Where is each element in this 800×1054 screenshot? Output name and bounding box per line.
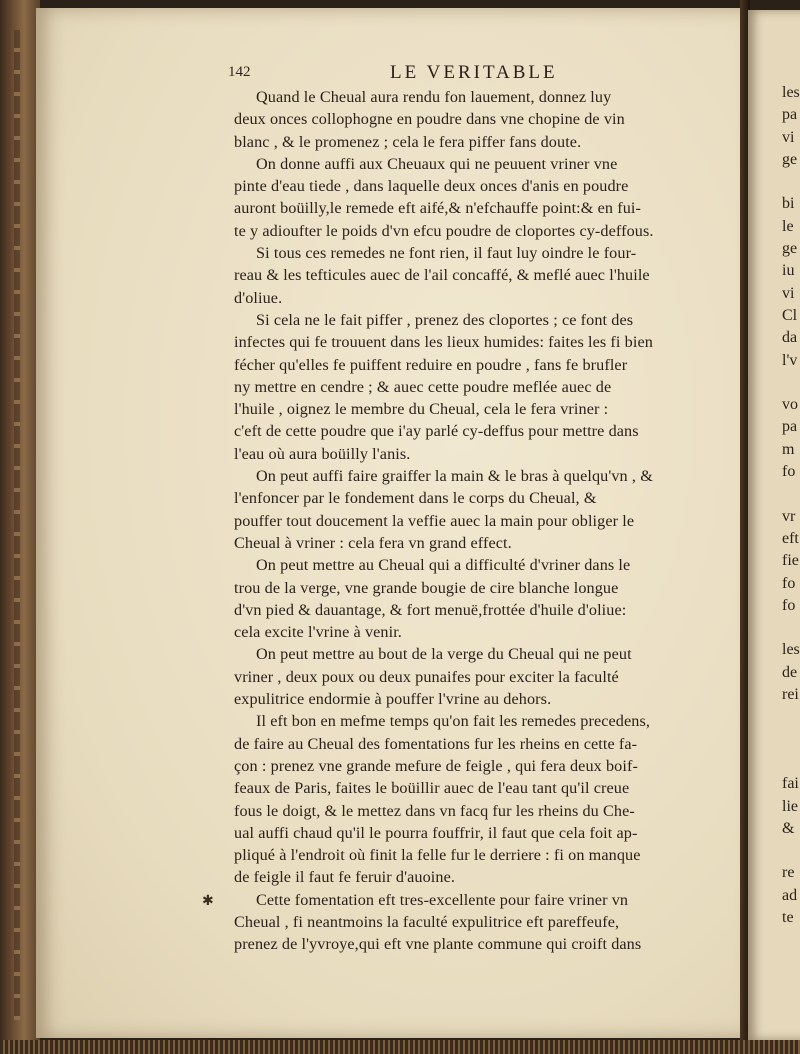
text-line: pliqué à l'endroit où finit la felle fur le derriere : fi on manque — [234, 846, 641, 865]
text-line: vriner , deux poux ou deux punaifes pour exciter la faculté — [234, 667, 619, 686]
text-line: On peut mettre au bout de la verge du Cheual qui ne peut — [256, 645, 632, 664]
facing-fragment: fai — [782, 775, 799, 793]
paragraph — [234, 309, 720, 465]
facing-fragment: les — [782, 641, 800, 659]
text-line: trou de la verge, vne grande bougie de cire blanche longue — [234, 578, 619, 597]
paragraph — [234, 465, 720, 554]
facing-fragment: les — [782, 84, 800, 101]
facing-fragment — [782, 729, 800, 751]
facing-fragment — [782, 751, 800, 773]
facing-fragment: vr — [782, 507, 796, 525]
facing-fragment: Cl — [782, 306, 798, 324]
paragraph — [234, 86, 720, 153]
facing-fragment: bi — [782, 195, 795, 213]
page-header — [228, 62, 728, 86]
text-line: feaux de Paris, faites le boüillir auec de l'eau tant qu'il creue — [234, 779, 630, 798]
text-line: Il eft bon en mefme temps qu'on fait les remedes precedens, — [256, 712, 651, 731]
paragraph — [234, 153, 720, 242]
text-line: çon : prenez vne grande mefure de feigle , qui fera deux boif- — [234, 756, 638, 775]
text-line: prenez de l'yvroye,qui eft vne plante commune qui croift dans — [234, 935, 642, 954]
page-edges — [0, 1040, 800, 1054]
text-line: fécher qu'elles fe puiffent reduire en poudre , fans fe brufler — [234, 355, 628, 374]
text-line: pouffer tout doucement la veffie auec la main pour obliger le — [234, 511, 635, 530]
text-line: ny mettre en cendre ; & auec cette poudre meflée auec de — [234, 377, 612, 396]
facing-fragment: ge — [782, 150, 798, 168]
facing-fragment: iu — [782, 262, 795, 280]
facing-fragment: vo — [782, 396, 798, 414]
text-line: Cheual à vriner : cela fera vn grand effect. — [234, 533, 512, 552]
text-line: cela excite l'vrine à venir. — [234, 623, 402, 642]
facing-fragment: te — [782, 908, 794, 926]
text-line: Cheual , fi neantmoins la faculté expulitrice eft pareffeufe, — [234, 912, 620, 931]
facing-fragment: fie — [782, 552, 799, 570]
text-line: de feigle il faut fe feruir d'auoine. — [234, 868, 455, 887]
text-line: Si cela ne le fait piffer , prenez des cloportes ; ce font des — [256, 310, 634, 329]
facing-fragment: lie — [782, 797, 798, 815]
facing-fragment: l'v — [782, 351, 798, 369]
facing-fragment: pa — [782, 418, 798, 436]
margin-mark: ✱ — [202, 893, 214, 909]
body-text — [234, 86, 720, 956]
text-line: On peut auffi faire graiffer la main & le bras à quelqu'vn , & — [256, 467, 653, 486]
facing-page — [748, 10, 800, 1040]
paragraph — [234, 643, 720, 710]
facing-fragment: m — [782, 440, 795, 458]
text-line: deux onces collophogne en poudre dans vne chopine de vin — [234, 110, 625, 129]
facing-fragment: ge — [782, 240, 798, 258]
facing-fragment: fo — [782, 574, 796, 592]
facing-fragment: fo — [782, 596, 796, 614]
paragraph — [234, 710, 720, 888]
text-line: Si tous ces remedes ne font rien, il faut luy oindre le four- — [256, 244, 637, 263]
facing-fragment: fo — [782, 463, 796, 481]
text-line: l'eau où aura boüilly l'anis. — [234, 444, 411, 463]
text-line: fous le doigt, & le mettez dans vn facq fur les rheins du Che- — [234, 801, 635, 820]
text-line: te y adioufter le poids d'vn efcu poudre de cloportes cy-deffous. — [234, 221, 654, 240]
text-line: On peut mettre au Cheual qui a difficulté d'vriner dans le — [256, 556, 631, 575]
facing-fragment — [782, 706, 800, 728]
text-line: auront boüilly,le remede eft aifé,& n'efchauffe point:& en fui- — [234, 199, 642, 218]
facing-fragment — [782, 171, 800, 193]
text-line: ual auffi chaud qu'il le pourra fouffrir, il faut que cela foit ap- — [234, 823, 638, 842]
text-line: l'enfoncer par le fondement dans le corps du Cheual, & — [234, 489, 597, 508]
book-binding — [0, 0, 40, 1054]
facing-fragment: rei — [782, 686, 799, 704]
facing-fragment: & — [782, 819, 795, 837]
facing-fragment: vi — [782, 128, 795, 146]
text-line: d'oliue. — [234, 288, 283, 307]
text-line: de faire au Cheual des fomentations fur les rheins en cette fa- — [234, 734, 638, 753]
facing-fragment: pa — [782, 106, 798, 124]
facing-fragment — [782, 483, 800, 505]
text-line: l'huile , oignez le membre du Cheual, cela le fera vriner : — [234, 400, 609, 419]
text-line: c'eft de cette poudre que i'ay parlé cy-deffus pour mettre dans — [234, 422, 639, 441]
facing-fragment: ad — [782, 886, 798, 904]
text-line: reau & les tefticules auec de l'ail concaffé, & meflé auec l'huile — [234, 266, 650, 285]
facing-fragment: re — [782, 864, 795, 882]
facing-page-text-fragments — [782, 82, 800, 929]
text-line: infectes qui fe trouuent dans les lieux humides: faites les fi bien — [234, 333, 653, 352]
text-line: expulitrice endormie à pouffer l'vrine au dehors. — [234, 690, 552, 709]
facing-fragment — [782, 372, 800, 394]
paragraph — [234, 242, 720, 309]
facing-fragment: da — [782, 329, 798, 347]
paragraph — [234, 554, 720, 643]
running-title: LE VERITABLE — [390, 62, 558, 83]
facing-fragment — [782, 617, 800, 639]
binding-stitching — [14, 30, 20, 1020]
facing-fragment: le — [782, 217, 794, 235]
text-line: blanc , & le promenez ; cela le fera piffer fans doute. — [234, 132, 582, 151]
text-line: pinte d'eau tiede , dans laquelle deux onces d'anis en poudre — [234, 177, 629, 196]
text-line: Cette fomentation eft tres-excellente pour faire vriner vn — [256, 890, 629, 909]
facing-fragment — [782, 840, 800, 862]
text-line: d'vn pied & dauantage, & fort menuë,frottée d'huile d'oliue: — [234, 600, 627, 619]
facing-fragment: vi — [782, 284, 795, 302]
facing-fragment: de — [782, 663, 798, 681]
paragraph — [234, 889, 720, 956]
page-number: 142 — [228, 64, 251, 80]
facing-fragment: eft — [782, 529, 799, 547]
text-line: Quand le Cheual aura rendu fon lauement, donnez luy — [256, 88, 612, 106]
text-line: On donne auffi aux Cheuaux qui ne peuuent vriner vne — [256, 154, 618, 173]
